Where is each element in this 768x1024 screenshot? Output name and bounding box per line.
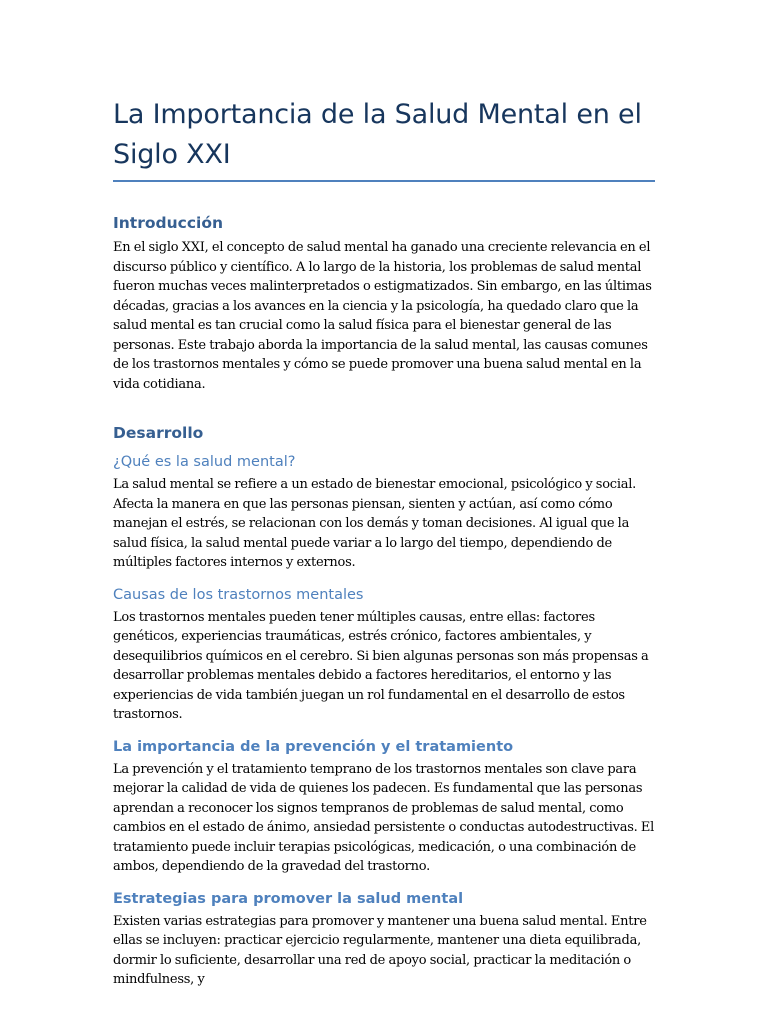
subheading-prevencion-tratamiento: La importancia de la prevención y el tratamiento	[113, 738, 514, 755]
heading-desarrollo: Desarrollo	[113, 424, 204, 442]
paragraph-introduccion: En el siglo XXI, el concepto de salud mental ha ganado una creciente relevancia en el discurso público y científico. A lo largo de la historia, los problemas de salud mental fueron muchas veces malinterpretados o estigmatizados. Sin embargo, en las últimas décadas, gracias a los avances en la ciencia y la psicología, ha quedado claro que la salud mental es tan crucial como la salud física para el bienestar general de las personas. Este trabajo aborda la importancia de la salud mental, las causas comunes de los trastornos mentales y cómo se puede promover una buena salud mental en la vida cotidiana.	[113, 240, 652, 392]
paragraph-causas-trastornos: Los trastornos mentales pueden tener múltiples causas, entre ellas: factores genéticos, experiencias traumáticas, estrés crónico, factores ambientales, y desequilibrios químicos en el cerebro. Si bien algunas personas son más propensas a desarrollar problemas mentales debido a factores hereditarios, el entorno y las experiencias de vida también juegan un rol fundamental en el desarrollo de estos trastornos.	[113, 609, 649, 722]
section-causas-trastornos	[113, 585, 655, 725]
paragraph-estrategias: Existen varias estrategias para promover y mantener una buena salud mental. Entre ellas se incluyen: practicar ejercicio regularmente, mantener una dieta equilibrada, dormir lo suficiente, desarrollar una red de apoyo social, practicar la meditación o mindfulness, y	[113, 913, 647, 987]
heading-introduccion: Introducción	[113, 214, 224, 232]
section-introduccion	[113, 212, 655, 394]
title-divider	[113, 180, 655, 182]
section-que-es-salud-mental	[113, 452, 655, 573]
subheading-que-es-salud-mental: ¿Qué es la salud mental?	[113, 454, 296, 470]
paragraph-prevencion-tratamiento: La prevención y el tratamiento temprano de los trastornos mentales son clave para mejorar la calidad de vida de quienes los padecen. Es fundamental que las personas aprendan a reconocer los signos tempranos de problemas de salud mental, como cambios en el estado de ánimo, ansiedad persistente o conductas autodestructivas. El tratamiento puede incluir terapias psicológicas, medicación, o una combinación de ambos, dependiendo de la gravedad del trastorno.	[113, 761, 655, 874]
section-estrategias	[113, 889, 655, 990]
document-title: La Importancia de la Salud Mental en el Siglo XXI	[113, 99, 642, 170]
document-page	[113, 95, 655, 1002]
subheading-causas-trastornos: Causas de los trastornos mentales	[113, 586, 364, 603]
section-prevencion-tratamiento	[113, 737, 655, 877]
subheading-estrategias: Estrategias para promover la salud mental	[113, 890, 464, 907]
paragraph-que-es-salud-mental: La salud mental se refiere a un estado de bienestar emocional, psicológico y social. Afecta la manera en que las personas piensan, sienten y actúan, así como cómo manejan el estrés, se relacionan con los demás y toman decisiones. Al igual que la salud física, la salud mental puede variar a lo largo del tiempo, dependiendo de múltiples factores internos y externos.	[113, 477, 637, 570]
